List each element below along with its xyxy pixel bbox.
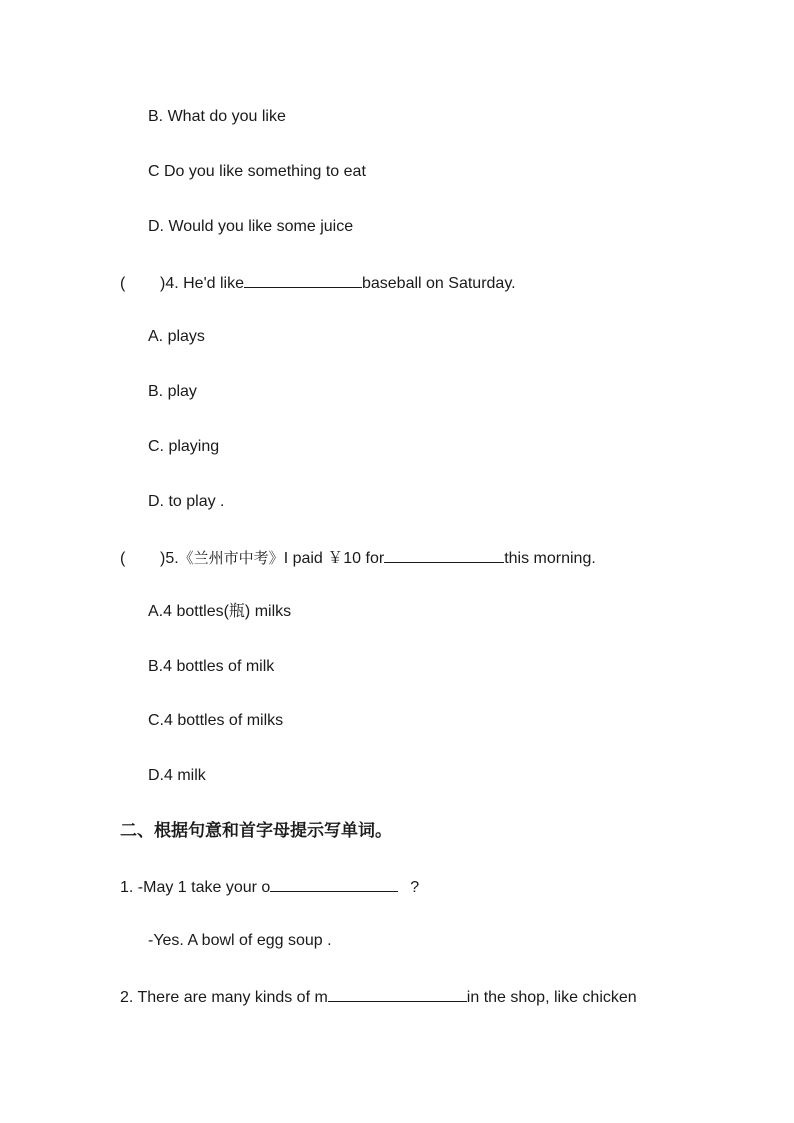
question-number: )5. xyxy=(160,550,179,567)
fill-item-1-reply: -Yes. A bowl of egg soup . xyxy=(148,932,332,949)
fill-item-1 xyxy=(120,876,419,898)
question-source: 《兰州市中考》 xyxy=(178,549,284,567)
fill-item-suffix: in the shop, like chicken xyxy=(466,989,637,1006)
question-text-after: this morning. xyxy=(504,550,596,567)
question-number: )4. xyxy=(160,275,179,292)
q5-option-a: A.4 bottles(瓶) milks xyxy=(148,603,292,620)
answer-paren-open: ( xyxy=(120,275,126,292)
answer-blank[interactable] xyxy=(244,272,362,288)
q3-option-d: D. Would you like some juice xyxy=(148,218,354,235)
q4-option-d: D. to play . xyxy=(148,493,225,510)
question-4 xyxy=(120,272,516,294)
q4-option-c: C. playing xyxy=(148,438,220,455)
q5-option-c: C.4 bottles of milks xyxy=(148,712,284,729)
answer-blank[interactable] xyxy=(270,876,398,892)
answer-blank[interactable] xyxy=(328,986,467,1002)
question-text-after: baseball on Saturday. xyxy=(361,275,516,292)
question-text-before: He'd like xyxy=(183,275,244,292)
fill-item-text: 2. There are many kinds of m xyxy=(120,989,328,1006)
section-heading: 二、根据句意和首字母提示写单词。 xyxy=(120,821,392,841)
fill-item-suffix: ? xyxy=(410,879,420,896)
q4-option-b: B. play xyxy=(148,383,197,400)
fill-item-2 xyxy=(120,986,637,1008)
q3-option-c: C Do you like something to eat xyxy=(148,163,366,180)
answer-paren-open: ( xyxy=(120,550,126,567)
q4-option-a: A. plays xyxy=(148,328,205,345)
q3-option-b: B. What do you like xyxy=(148,108,286,125)
fill-item-text: 1. -May 1 take your o xyxy=(120,879,271,896)
q5-option-d: D.4 milk xyxy=(148,767,206,784)
question-5 xyxy=(120,547,596,569)
question-text-before: I paid ￥10 for xyxy=(283,550,385,567)
answer-blank[interactable] xyxy=(384,547,504,563)
q5-option-b: B.4 bottles of milk xyxy=(148,658,275,675)
